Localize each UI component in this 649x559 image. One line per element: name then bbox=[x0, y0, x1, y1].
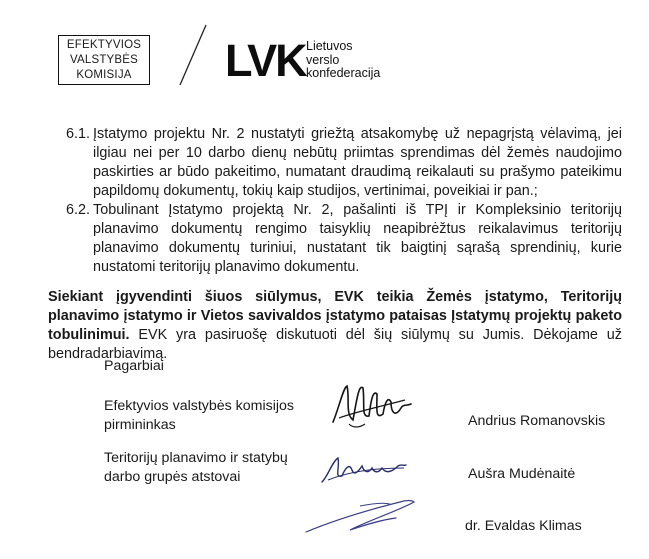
signatory-name: Aušra Mudėnaitė bbox=[468, 466, 576, 482]
stamp-line: KOMISIJA bbox=[76, 69, 132, 81]
signature-icon bbox=[318, 450, 408, 490]
closing-bold-text: Siekiant įgyvendinti šiuos siūlymus, EVK teikia Žemės įstatymo, Teritorijų planavimo įstatymo ir Vietos savivaldos įstatymo pataisas Įstatymų projektų paketo tobulinimui. bbox=[48, 289, 622, 343]
item-text: Įstatymo projektu Nr. 2 nustatyti griežtą atsakomybę už nepagrįstą vėlavimą, jei ilgiau nei per 10 darbo dienų nebūtų priimtas sprendimas dėl žemės naudojimo paskirties ar būdo pakeitimo, numatant draudimą reikalauti su prašymo pateikimu papildomų dokumentų, tokių kaip studijos, vertinimai, poveikiai ir pan.; bbox=[93, 126, 622, 199]
role-line: Efektyvios valstybės komisijos bbox=[104, 398, 295, 414]
logo-text-line: Lietuvos bbox=[306, 39, 353, 53]
role-line: pirmininkas bbox=[104, 417, 176, 433]
proposal-list bbox=[66, 125, 622, 277]
logo-text-line: konfederacija bbox=[306, 66, 381, 80]
signatory-name: Andrius Romanovskis bbox=[468, 413, 606, 429]
commission-stamp bbox=[58, 35, 150, 85]
closing-normal-text: EVK yra pasiruošę diskutuoti dėl šių siūlymų su Jumis. Dėkojame už bendradarbiavimą. bbox=[48, 327, 622, 362]
signatory-role bbox=[104, 397, 294, 435]
stamp-line: EFEKTYVIOS bbox=[66, 39, 142, 51]
logo-text-line: verslo bbox=[306, 52, 340, 67]
regards: Pagarbiai bbox=[104, 358, 164, 374]
stamp-line: VALSTYBĖS bbox=[69, 54, 139, 66]
item-number: 6.2. bbox=[66, 202, 91, 218]
lvk-logo: LVK bbox=[225, 35, 306, 86]
closing-paragraph bbox=[48, 288, 622, 364]
item-number: 6.1. bbox=[66, 126, 91, 142]
lvk-logo-text bbox=[306, 40, 380, 81]
role-line: Teritorijų planavimo ir statybų bbox=[104, 450, 288, 466]
signature-icon bbox=[300, 492, 420, 542]
list-item bbox=[66, 125, 622, 201]
role-line: darbo grupės atstovai bbox=[104, 469, 241, 485]
signature-icon bbox=[325, 378, 415, 438]
list-item bbox=[66, 201, 622, 277]
signatory-role bbox=[104, 449, 288, 487]
item-text: Tobulinant Įstatymo projektą Nr. 2, pašalinti iš TPĮ ir Kompleksinio teritorijų planavimo dokumentų rengimo taisyklių neapibrėžtus reikalavimus teritorijų planavimo dokumentų turiniui, nustatant tik baigtinį sąrašą sprendinių, kurie nustatomi teritorijų planavimo dokumentu. bbox=[93, 202, 622, 275]
signatory-name: dr. Evaldas Klimas bbox=[465, 518, 582, 534]
logo-slash-icon bbox=[175, 22, 211, 88]
